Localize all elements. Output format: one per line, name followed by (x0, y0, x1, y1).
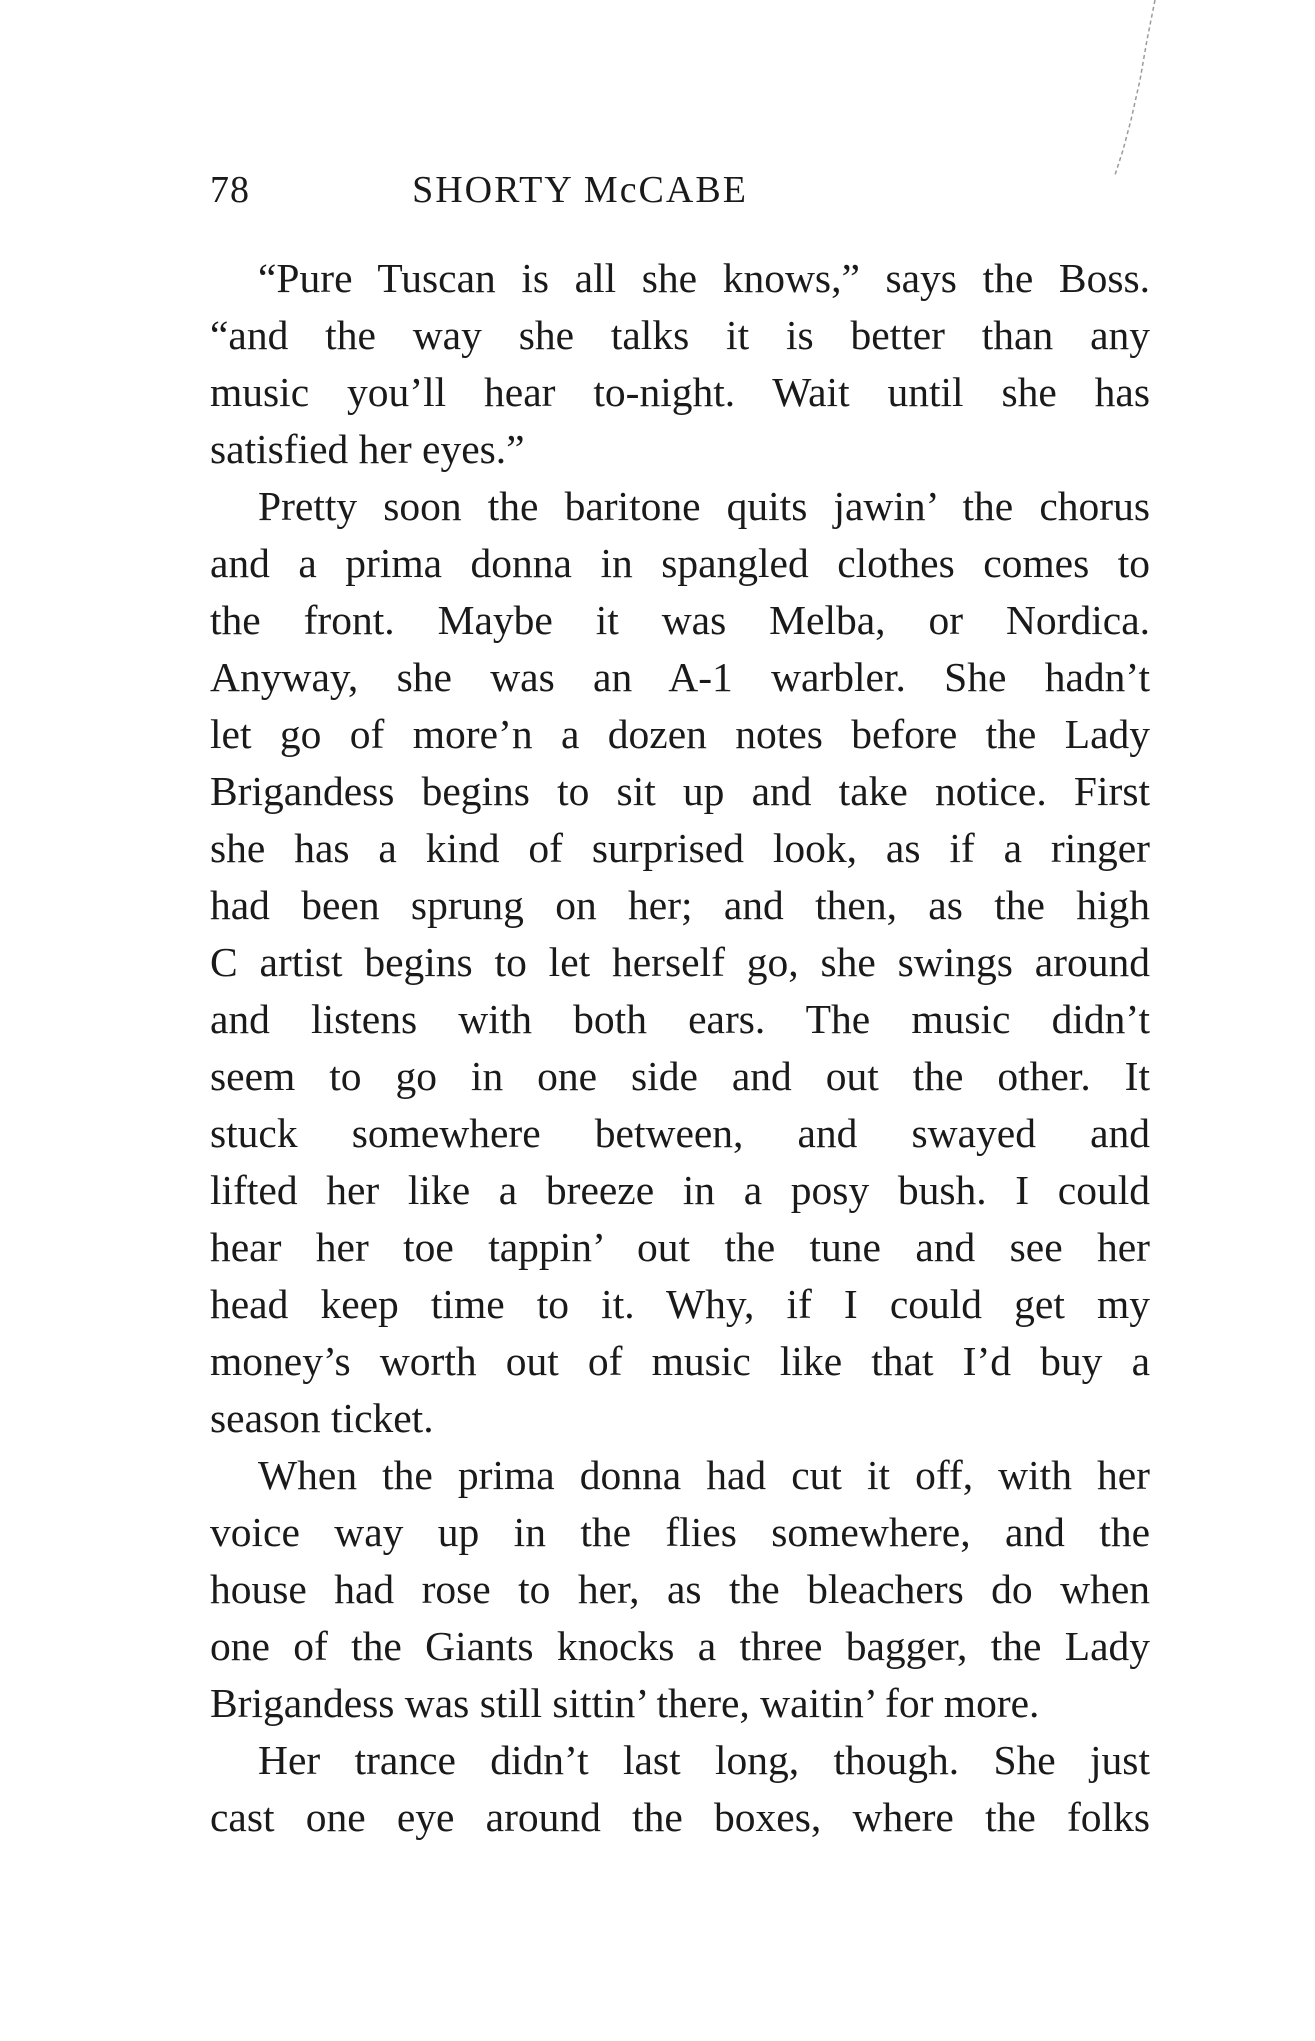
body-text (210, 250, 1150, 1846)
text-line: lifted her like a breeze in a posy bush. I could (210, 1167, 1150, 1213)
text-line: one of the Giants knocks a three bagger, the Lady (210, 1623, 1150, 1669)
text-line: “and the way she talks it is better than any (210, 312, 1150, 358)
text-line: head keep time to it. Why, if I could get my (210, 1281, 1150, 1327)
text-line: let go of more’n a dozen notes before the Lady (210, 711, 1150, 757)
text-line: C artist begins to let herself go, she swings around (210, 939, 1150, 985)
text-line: the front. Maybe it was Melba, or Nordica. (210, 597, 1150, 643)
paragraph (210, 250, 1150, 478)
text-line: stuck somewhere between, and swayed and (210, 1110, 1150, 1156)
text-line: When the prima donna had cut it off, with her (258, 1452, 1150, 1498)
text-line: money’s worth out of music like that I’d buy a (210, 1338, 1150, 1384)
paragraph (210, 478, 1150, 1447)
text-line: had been sprung on her; and then, as the high (210, 882, 1150, 928)
text-line: Brigandess was still sittin’ there, waitin’ for more. (210, 1680, 1040, 1726)
text-line: Her trance didn’t last long, though. She just (258, 1737, 1150, 1783)
text-line: voice way up in the flies somewhere, and the (210, 1509, 1150, 1555)
text-line: Brigandess begins to sit up and take notice. First (210, 768, 1150, 814)
text-line: she has a kind of surprised look, as if a ringer (210, 825, 1150, 871)
text-line: seem to go in one side and out the other. It (210, 1053, 1150, 1099)
running-head (210, 168, 1150, 218)
text-line: satisfied her eyes.” (210, 426, 525, 472)
text-line: music you’ll hear to-night. Wait until she has (210, 369, 1150, 415)
text-line: season ticket. (210, 1395, 434, 1441)
text-line: hear her toe tappin’ out the tune and see her (210, 1224, 1150, 1270)
text-line: “Pure Tuscan is all she knows,” says the Boss. (258, 255, 1150, 301)
text-line: and a prima donna in spangled clothes comes to (210, 540, 1150, 586)
running-title: SHORTY McCABE (412, 169, 748, 211)
text-line: cast one eye around the boxes, where the folks (210, 1794, 1150, 1840)
paragraph (210, 1732, 1150, 1846)
text-line: and listens with both ears. The music didn’t (210, 996, 1150, 1042)
paragraph (210, 1447, 1150, 1732)
page-number: 78 (210, 169, 250, 211)
text-line: Anyway, she was an A-1 warbler. She hadn’t (210, 654, 1150, 700)
text-line: house had rose to her, as the bleachers do when (210, 1566, 1150, 1612)
text-line: Pretty soon the baritone quits jawin’ the chorus (258, 483, 1150, 529)
